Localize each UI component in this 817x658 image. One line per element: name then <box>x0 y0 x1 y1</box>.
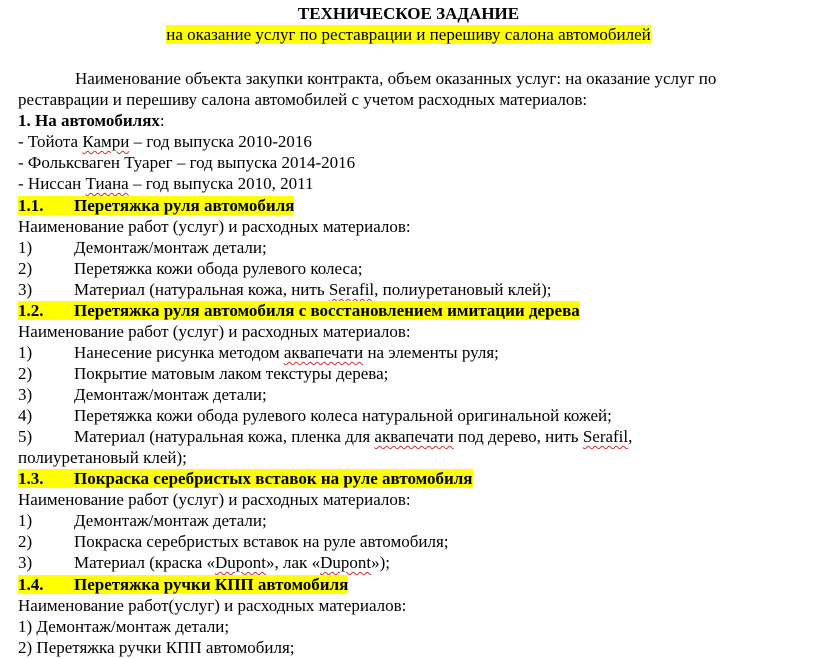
section-heading: 1.4. Перетяжка ручки КПП автомобиля <box>18 575 349 594</box>
list-item: 1) Демонтаж/монтаж детали; <box>18 238 267 257</box>
document-subtitle: на оказание услуг по реставрации и перешиву салона автомобилей <box>166 25 651 44</box>
section-heading: 1.2. Перетяжка руля автомобиля с восстановлением имитации дерева <box>18 301 580 320</box>
document-title: ТЕХНИЧЕСКОЕ ЗАДАНИЕ <box>297 4 520 23</box>
list-item-cont: полиуретановый клей); <box>18 448 187 467</box>
car-list-item: - Фольксваген Туарег – год выпуска 2014-2016 <box>18 153 356 172</box>
intro-text-cont: реставрации и перешиву салона автомобилей с учетом расходных материалов: <box>18 90 588 109</box>
car-list-item: - Тойота Камри – год выпуска 2010-2016 <box>18 132 312 151</box>
works-label: Наименование работ(услуг) и расходных материалов: <box>18 596 407 615</box>
list-item: 3) Материал (натуральная кожа, нить Serafil, полиуретановый клей); <box>18 280 552 299</box>
section-heading: 1.3. Покраска серебристых вставок на руле автомобиля <box>18 469 473 488</box>
works-label: Наименование работ (услуг) и расходных материалов: <box>18 322 411 341</box>
list-item: 3) Демонтаж/монтаж детали; <box>18 385 267 404</box>
cars-heading: 1. На автомобилях: <box>18 111 165 130</box>
car-list-item: - Ниссан Тиана – год выпуска 2010, 2011 <box>18 174 314 193</box>
list-item: 2) Перетяжка ручки КПП автомобиля; <box>18 638 295 657</box>
intro-text: Наименование объекта закупки контракта, объем оказанных услуг: на оказание услуг по <box>75 69 717 88</box>
list-item: 2) Перетяжка кожи обода рулевого колеса; <box>18 259 363 278</box>
works-label: Наименование работ (услуг) и расходных материалов: <box>18 217 411 236</box>
list-item: 1) Демонтаж/монтаж детали; <box>18 511 267 530</box>
list-item: 2) Покрытие матовым лаком текстуры дерева; <box>18 364 389 383</box>
works-label: Наименование работ (услуг) и расходных материалов: <box>18 490 411 509</box>
section-heading: 1.1. Перетяжка руля автомобиля <box>18 196 295 215</box>
list-item: 5) Материал (натуральная кожа, пленка для аквапечати под дерево, нить Serafil, <box>18 427 633 446</box>
list-item: 2) Покраска серебристых вставок на руле автомобиля; <box>18 532 449 551</box>
list-item: 4) Перетяжка кожи обода рулевого колеса натуральной оригинальной кожей; <box>18 406 612 425</box>
list-item: 1) Нанесение рисунка методом аквапечати на элементы руля; <box>18 343 499 362</box>
list-item: 3) Материал (краска «Dupont», лак «Dupont»); <box>18 553 390 572</box>
list-item: 1) Демонтаж/монтаж детали; <box>18 617 230 636</box>
